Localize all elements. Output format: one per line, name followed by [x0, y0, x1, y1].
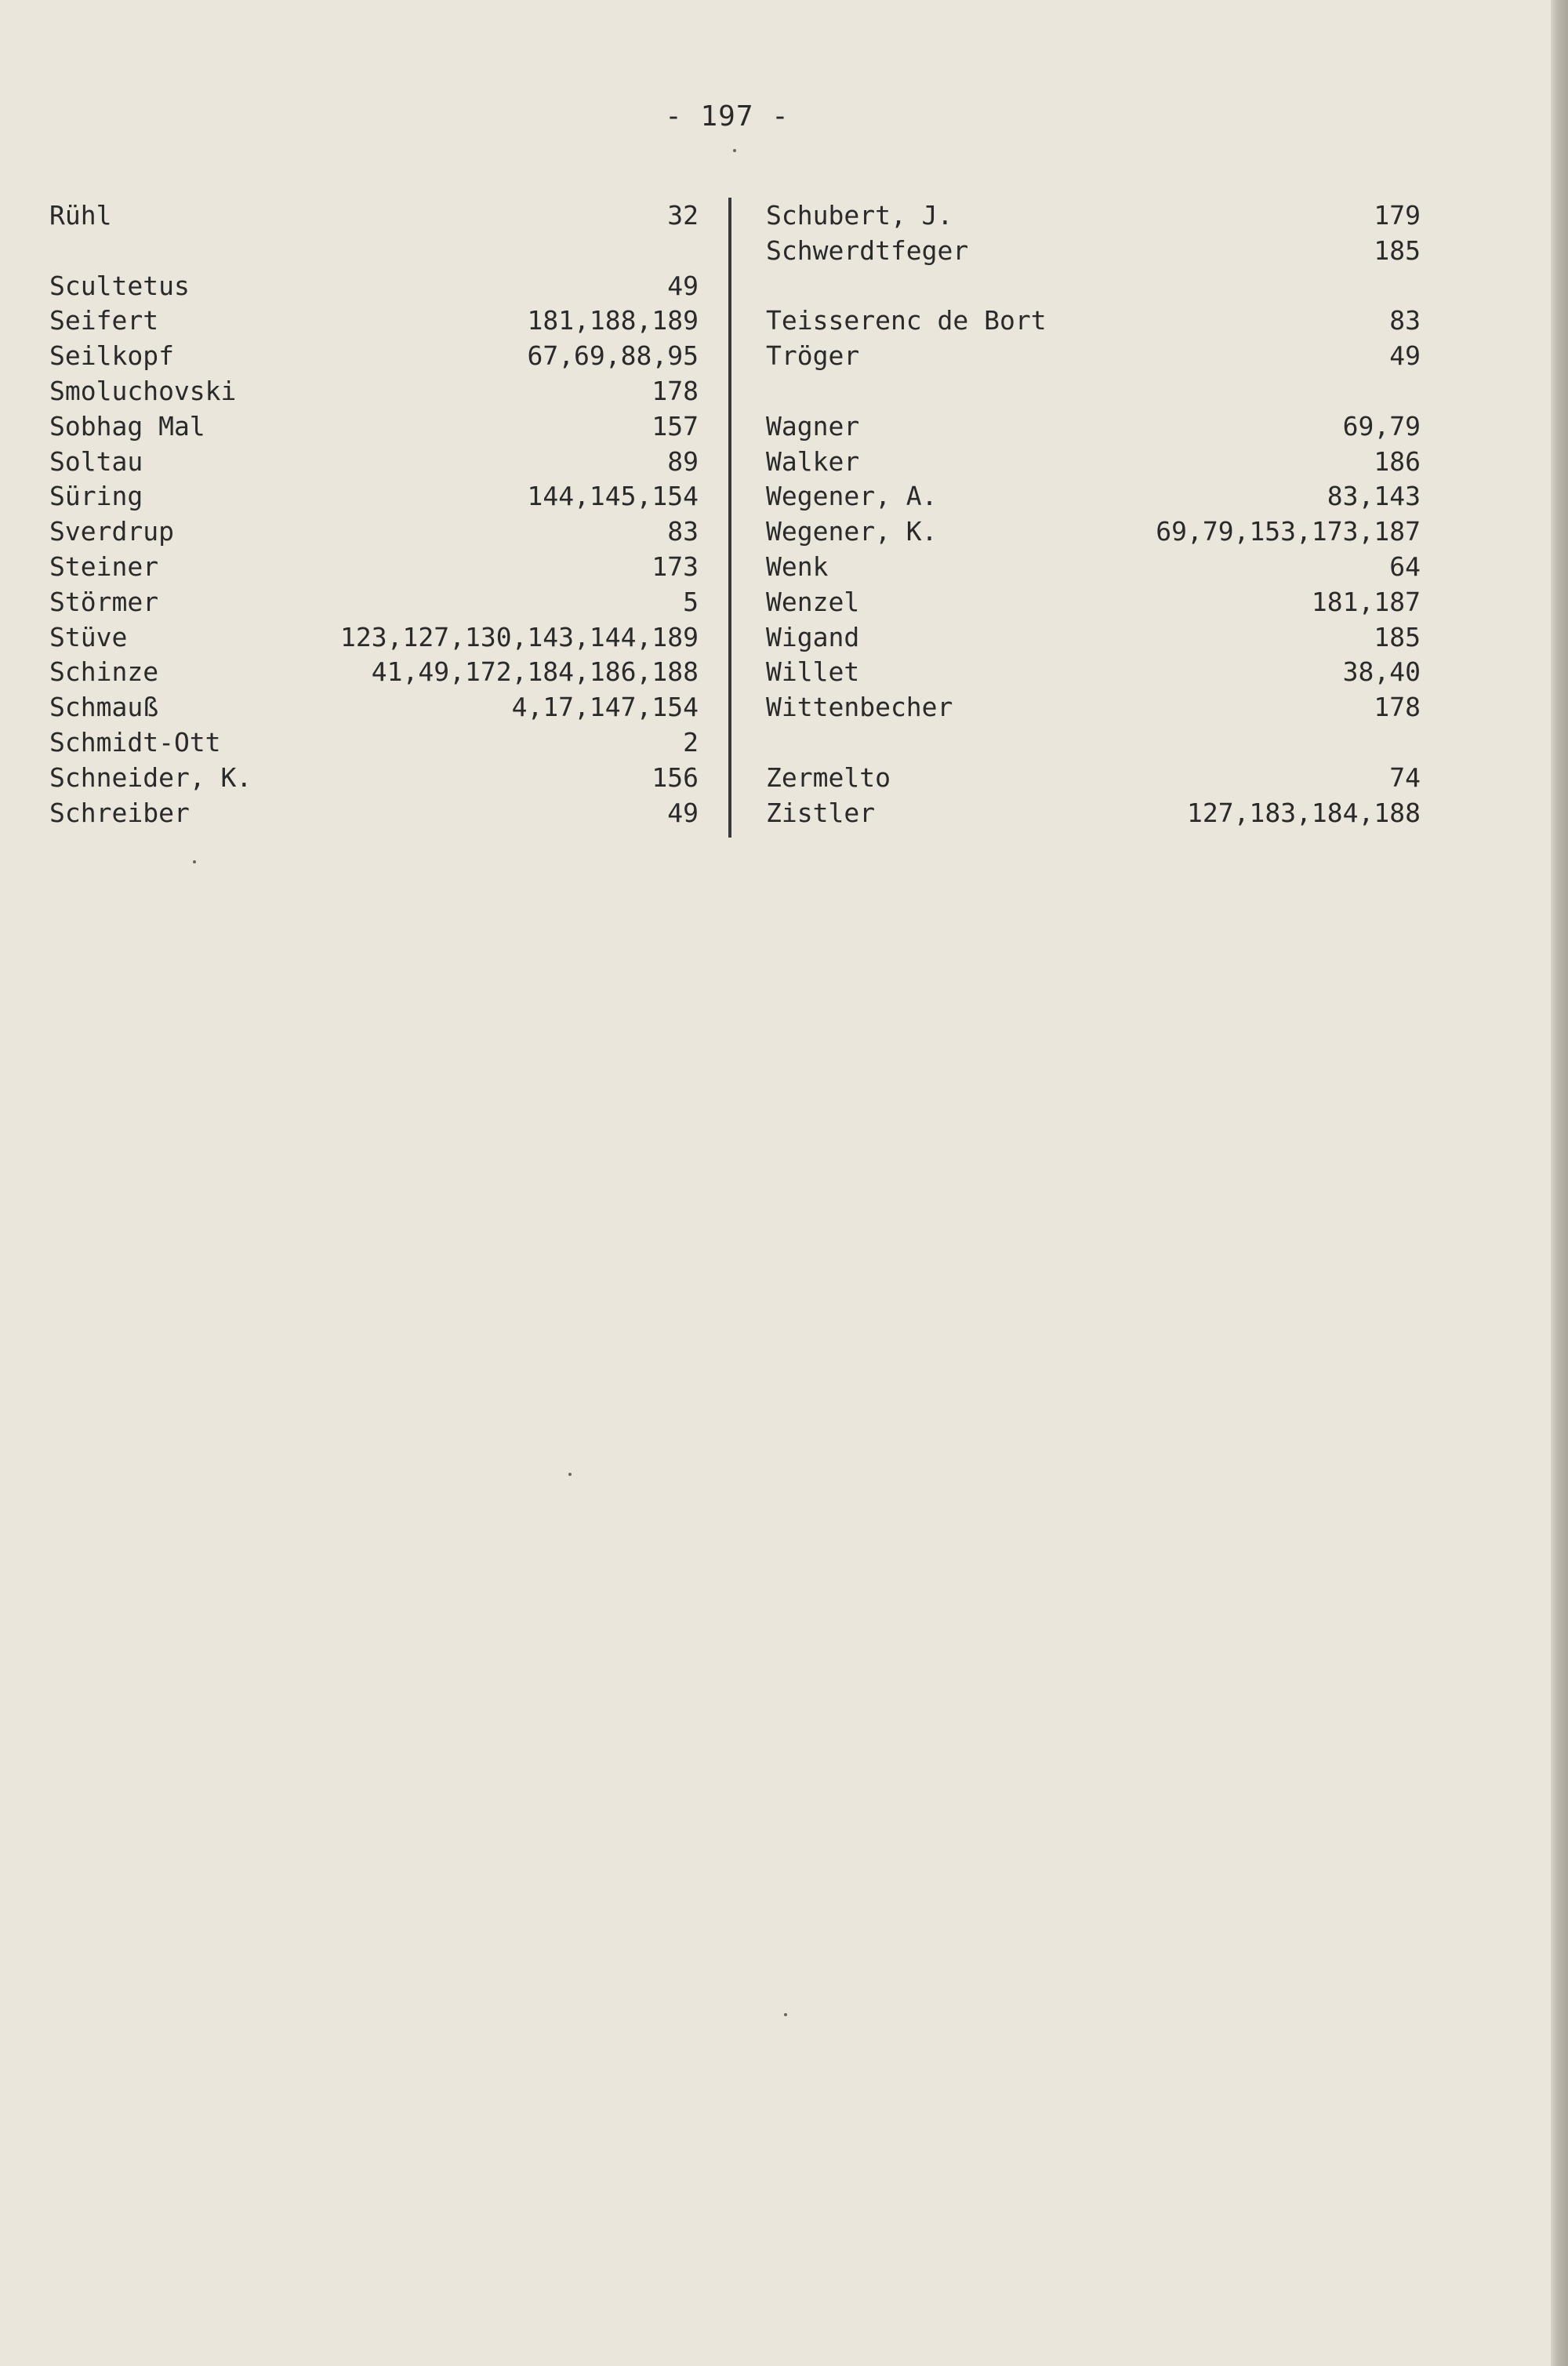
- entry-pages: 185: [1374, 621, 1421, 652]
- entry-pages: 156: [652, 761, 699, 793]
- entry-name: Schneider, K.: [49, 761, 252, 793]
- index-entry: [49, 269, 699, 304]
- entry-name: Wenzel: [766, 586, 860, 617]
- entry-pages: 69,79: [1342, 410, 1421, 442]
- entry-name: Zermelto: [766, 761, 891, 793]
- index-entry: [766, 339, 1421, 374]
- column-divider: [728, 198, 731, 838]
- index-entry: [49, 514, 699, 550]
- page-number: - 197 -: [665, 100, 789, 133]
- entry-pages: 186: [1374, 445, 1421, 477]
- entry-name: Schmauß: [49, 692, 159, 723]
- index-spacer: [766, 725, 1421, 761]
- index-entry: [49, 409, 699, 445]
- index-entry: [766, 796, 1421, 831]
- entry-pages: 157: [652, 410, 699, 442]
- entry-name: Süring: [49, 481, 143, 512]
- index-entry: [766, 479, 1421, 514]
- entry-pages: 74: [1389, 761, 1421, 793]
- index-entry: [49, 479, 699, 514]
- entry-name: Steiner: [49, 551, 159, 582]
- entry-name: Tröger: [766, 340, 860, 372]
- entry-name: Rühl: [49, 200, 112, 231]
- entry-pages: 181,187: [1311, 586, 1421, 617]
- index-entry: [49, 620, 699, 656]
- index-entry: [49, 303, 699, 339]
- index-entry: [766, 550, 1421, 585]
- entry-pages: 123,127,130,143,144,189: [340, 621, 699, 652]
- entry-pages: 38,40: [1342, 656, 1421, 688]
- index-left-column: [49, 198, 699, 830]
- index-entry: [49, 761, 699, 796]
- index-entry: [49, 339, 699, 374]
- entry-pages: 49: [667, 797, 699, 828]
- index-entry: [49, 550, 699, 585]
- entry-pages: 32: [667, 200, 699, 231]
- index-right-column: [766, 198, 1421, 830]
- index-entry: [766, 620, 1421, 656]
- index-entry: [49, 725, 699, 761]
- entry-pages: 2: [683, 726, 699, 758]
- index-entry: [766, 303, 1421, 339]
- entry-name: Soltau: [49, 445, 143, 477]
- entry-name: Sverdrup: [49, 516, 174, 547]
- index-entry: [766, 655, 1421, 690]
- index-entry: [766, 445, 1421, 480]
- index-spacer: [766, 269, 1421, 304]
- index-entry: [766, 585, 1421, 620]
- entry-name: Schubert, J.: [766, 200, 953, 231]
- entry-name: Smoluchovski: [49, 375, 237, 406]
- index-entry: [766, 409, 1421, 445]
- page-edge: [1551, 0, 1568, 2366]
- entry-name: Wigand: [766, 621, 860, 652]
- index-entry: [766, 198, 1421, 234]
- index-spacer: [49, 234, 699, 269]
- index-entry: [49, 690, 699, 725]
- entry-name: Willet: [766, 656, 860, 688]
- entry-name: Teisserenc de Bort: [766, 305, 1047, 336]
- entry-name: Schinze: [49, 656, 159, 688]
- entry-name: Wegener, A.: [766, 481, 938, 512]
- entry-name: Schmidt-Ott: [49, 726, 221, 758]
- entry-pages: 83,143: [1327, 481, 1421, 512]
- entry-name: Wegener, K.: [766, 516, 938, 547]
- entry-name: Seilkopf: [49, 340, 174, 372]
- entry-pages: 83: [1389, 305, 1421, 336]
- paper-speck: [568, 1473, 572, 1476]
- index-entry: [766, 690, 1421, 725]
- entry-pages: 185: [1374, 234, 1421, 266]
- index-entry: [49, 445, 699, 480]
- paper-speck: [733, 149, 736, 152]
- index-spacer: [766, 374, 1421, 409]
- index-entry: [766, 761, 1421, 796]
- entry-pages: 144,145,154: [527, 481, 699, 512]
- index-entry: [49, 655, 699, 690]
- entry-pages: 178: [1374, 692, 1421, 723]
- entry-name: Sobhag Mal: [49, 410, 205, 442]
- index-entry: [49, 796, 699, 831]
- entry-name: Zistler: [766, 797, 876, 828]
- paper-speck: [193, 860, 196, 863]
- entry-pages: 181,188,189: [527, 305, 699, 336]
- entry-pages: 5: [683, 586, 699, 617]
- entry-pages: 64: [1389, 551, 1421, 582]
- entry-name: Seifert: [49, 305, 159, 336]
- entry-pages: 178: [652, 375, 699, 406]
- entry-pages: 173: [652, 551, 699, 582]
- entry-name: Wagner: [766, 410, 860, 442]
- entry-name: Störmer: [49, 586, 159, 617]
- entry-name: Walker: [766, 445, 860, 477]
- entry-name: Wenk: [766, 551, 829, 582]
- entry-name: Scultetus: [49, 270, 190, 301]
- index-entry: [49, 585, 699, 620]
- entry-pages: 69,79,153,173,187: [1156, 516, 1421, 547]
- entry-name: Schwerdtfeger: [766, 234, 969, 266]
- entry-pages: 49: [667, 270, 699, 301]
- index-entry: [766, 234, 1421, 269]
- entry-pages: 49: [1389, 340, 1421, 372]
- entry-pages: 67,69,88,95: [527, 340, 699, 372]
- entry-name: Stüve: [49, 621, 128, 652]
- index-entry: [766, 514, 1421, 550]
- entry-pages: 89: [667, 445, 699, 477]
- paper-speck: [784, 2013, 787, 2016]
- entry-pages: 41,49,172,184,186,188: [371, 656, 699, 688]
- index-entry: [49, 198, 699, 234]
- entry-pages: 83: [667, 516, 699, 547]
- entry-name: Wittenbecher: [766, 692, 953, 723]
- entry-pages: 4,17,147,154: [511, 692, 699, 723]
- entry-pages: 179: [1374, 200, 1421, 231]
- entry-name: Schreiber: [49, 797, 190, 828]
- index-entry: [49, 374, 699, 409]
- entry-pages: 127,183,184,188: [1186, 797, 1421, 828]
